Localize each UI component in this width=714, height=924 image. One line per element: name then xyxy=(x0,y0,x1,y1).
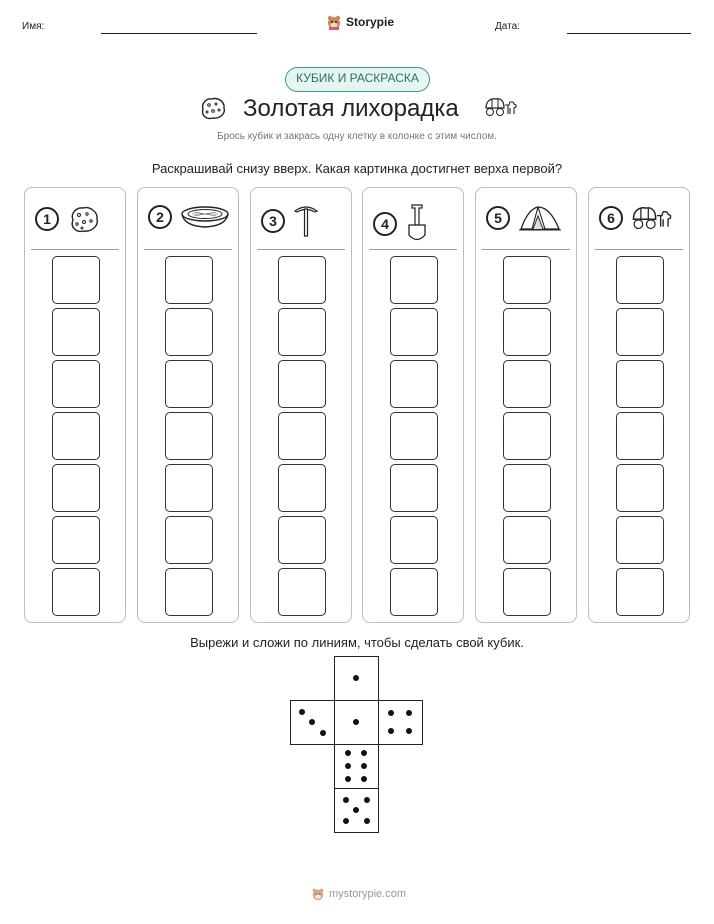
date-label: Дата: xyxy=(495,21,520,32)
column-5 xyxy=(475,187,577,623)
column-header xyxy=(486,204,562,232)
die-pip xyxy=(361,776,367,782)
die-pip xyxy=(299,709,305,715)
die-pip xyxy=(361,750,367,756)
die-pip xyxy=(361,763,367,769)
column-header xyxy=(148,204,230,230)
color-cell[interactable] xyxy=(390,464,438,512)
die-face xyxy=(378,700,423,745)
color-cell[interactable] xyxy=(390,308,438,356)
gold-nugget-icon xyxy=(198,95,228,121)
color-cell[interactable] xyxy=(52,308,100,356)
die-pip xyxy=(406,728,412,734)
color-cell[interactable] xyxy=(278,308,326,356)
color-cell[interactable] xyxy=(616,360,664,408)
color-cell[interactable] xyxy=(52,516,100,564)
date-line[interactable] xyxy=(567,33,691,34)
color-cell[interactable] xyxy=(52,464,100,512)
die-pip xyxy=(345,776,351,782)
color-cell[interactable] xyxy=(165,464,213,512)
color-cell[interactable] xyxy=(278,516,326,564)
color-cell[interactable] xyxy=(503,568,551,616)
die-pip xyxy=(353,719,359,725)
covered-wagon-icon xyxy=(631,204,673,232)
color-cell[interactable] xyxy=(278,464,326,512)
color-cell[interactable] xyxy=(165,516,213,564)
storypie-mascot-icon xyxy=(311,887,325,901)
column-number: 6 xyxy=(599,206,623,230)
color-cell[interactable] xyxy=(390,516,438,564)
color-cell[interactable] xyxy=(278,360,326,408)
color-cell[interactable] xyxy=(616,412,664,460)
die-face xyxy=(334,700,379,745)
column-divider xyxy=(482,249,570,250)
color-cell[interactable] xyxy=(165,360,213,408)
column-number: 4 xyxy=(373,212,397,236)
column-header xyxy=(599,204,673,232)
storypie-mascot-icon xyxy=(326,14,342,30)
color-cell[interactable] xyxy=(503,464,551,512)
column-header xyxy=(35,204,101,234)
column-number: 2 xyxy=(148,205,172,229)
color-cell[interactable] xyxy=(165,568,213,616)
name-label: Имя: xyxy=(22,21,45,32)
column-1 xyxy=(24,187,126,623)
shovel-icon xyxy=(405,204,429,244)
die-pip xyxy=(353,675,359,681)
color-cell[interactable] xyxy=(616,464,664,512)
die-face xyxy=(290,700,335,745)
column-divider xyxy=(31,249,119,250)
die-pip xyxy=(320,730,326,736)
die-pip xyxy=(345,750,351,756)
column-2 xyxy=(137,187,239,623)
die-face xyxy=(334,788,379,833)
column-header xyxy=(373,204,429,244)
column-number: 5 xyxy=(486,206,510,230)
color-cell[interactable] xyxy=(616,256,664,304)
color-cell[interactable] xyxy=(390,256,438,304)
die-pip xyxy=(406,710,412,716)
color-cell[interactable] xyxy=(52,360,100,408)
gold-nugget-icon xyxy=(67,204,101,234)
brand-name: Storypie xyxy=(346,15,395,29)
column-number: 1 xyxy=(35,207,59,231)
color-cell[interactable] xyxy=(165,256,213,304)
color-cell[interactable] xyxy=(52,256,100,304)
color-cell[interactable] xyxy=(165,308,213,356)
die-pip xyxy=(309,719,315,725)
column-divider xyxy=(144,249,232,250)
color-cell[interactable] xyxy=(390,568,438,616)
column-3 xyxy=(250,187,352,623)
color-cell[interactable] xyxy=(278,256,326,304)
color-cell[interactable] xyxy=(390,412,438,460)
brand-logo xyxy=(326,14,394,30)
activity-badge: КУБИК И РАСКРАСКА xyxy=(285,67,430,92)
color-cell[interactable] xyxy=(503,360,551,408)
gold-pan-icon xyxy=(180,204,230,230)
footer-url[interactable]: mystorypie.com xyxy=(329,888,407,900)
color-cell[interactable] xyxy=(616,308,664,356)
die-pip xyxy=(364,797,370,803)
column-number: 3 xyxy=(261,209,285,233)
die-face xyxy=(334,744,379,789)
color-cell[interactable] xyxy=(52,412,100,460)
die-pip xyxy=(353,807,359,813)
covered-wagon-icon xyxy=(484,96,518,118)
color-cell[interactable] xyxy=(616,516,664,564)
column-divider xyxy=(257,249,345,250)
column-divider xyxy=(595,249,683,250)
die-face xyxy=(334,656,379,701)
color-cell[interactable] xyxy=(278,568,326,616)
die-pip xyxy=(345,763,351,769)
footer xyxy=(311,887,406,901)
color-cell[interactable] xyxy=(503,516,551,564)
color-cell[interactable] xyxy=(165,412,213,460)
die-pip xyxy=(364,818,370,824)
pickaxe-icon xyxy=(293,204,319,238)
color-cell[interactable] xyxy=(616,568,664,616)
column-4 xyxy=(362,187,464,623)
column-divider xyxy=(369,249,457,250)
column-6 xyxy=(588,187,690,623)
instruction-text: Раскрашивай снизу вверх. Какая картинка достигнет верха первой? xyxy=(151,161,563,176)
column-header xyxy=(261,204,319,238)
die-pip xyxy=(343,818,349,824)
tent-icon xyxy=(518,204,562,232)
page-subtitle: Брось кубик и закрась одну клетку в колонке с этим числом. xyxy=(217,131,497,142)
page-title: Золотая лихорадка xyxy=(243,95,459,122)
color-cell[interactable] xyxy=(503,412,551,460)
color-cell[interactable] xyxy=(278,412,326,460)
die-pip xyxy=(388,728,394,734)
color-cell[interactable] xyxy=(503,256,551,304)
color-cell[interactable] xyxy=(503,308,551,356)
color-cell[interactable] xyxy=(390,360,438,408)
color-cell[interactable] xyxy=(52,568,100,616)
name-line[interactable] xyxy=(101,33,257,34)
die-pip xyxy=(388,710,394,716)
die-instruction-text: Вырежи и сложи по линиям, чтобы сделать свой кубик. xyxy=(190,635,524,650)
die-pip xyxy=(343,797,349,803)
